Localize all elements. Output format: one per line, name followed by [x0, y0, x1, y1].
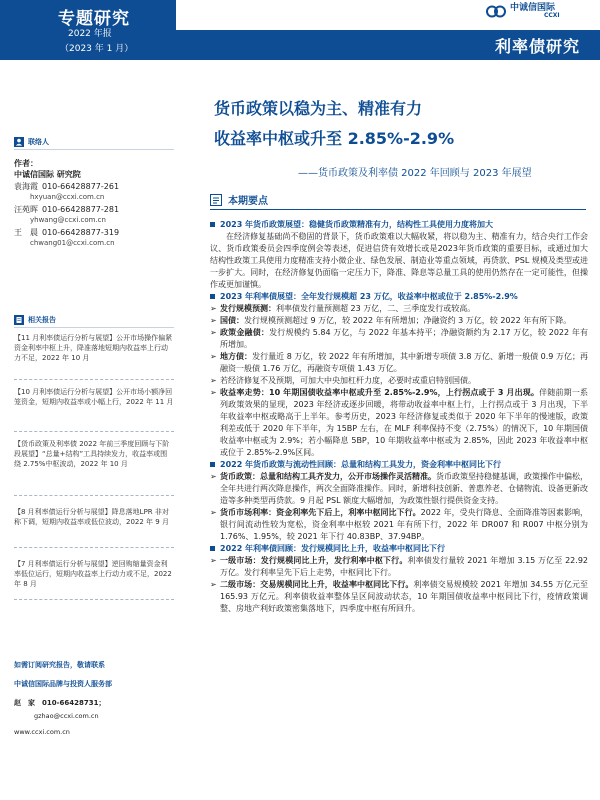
section-heading: 2022 年货币政策与流动性回顾：总量和结构工具发力，资金利率中枢同比下行: [220, 460, 502, 469]
contact-email[interactable]: gzhao@ccxi.com.cn: [34, 712, 99, 720]
contact-line-2: 中诚信国际品牌与投资人服务部: [14, 680, 112, 688]
ccxi-logo-icon: [486, 5, 506, 18]
related-report-item[interactable]: 【11 月利率债运行分析与展望】公开市场操作偏紧资金利率中枢上升，降准落地短期内收益率上行动力不足，2022 年 10 月: [14, 330, 174, 380]
report-title-line-1: 货币政策以稳为主、精准有力: [214, 99, 423, 118]
bullet-lead: 发行规模预测：: [220, 304, 276, 313]
bullet-item: ➢ 地方债：发行量近 8 万亿，较 2022 年有所增加，其中新增专项债 3.8 万亿、新增一般债 0.9 万亿；再融资一般债 1.76 万亿，再融资专项债 1.43 万亿。: [210, 352, 588, 373]
header-section-band: [176, 30, 600, 60]
bullet-text: 利率债发行量较 2021 年增加 3.15 万亿至 22.92 万亿。发行利率呈先下后上走势，中枢同比下行。: [220, 556, 588, 577]
related-reports-list: [14, 330, 174, 600]
logo-text-en: CCXI: [544, 11, 560, 19]
section-marker: [210, 294, 215, 299]
sidebar-analysts: [14, 134, 174, 249]
section-heading: 2023 年货币政策展望：稳健货币政策精准有力，结构性工具使用力度将加大: [220, 220, 494, 229]
authors-label: 作者：: [14, 159, 38, 168]
section-rate-bond-review: [210, 543, 588, 555]
section-monetary-policy-outlook: [210, 219, 588, 231]
related-reports-header: [14, 312, 174, 328]
person-icon: [14, 137, 24, 147]
bullet-lead: 一级市场：发行规模同比上升，发行利率中枢下行。: [220, 556, 408, 565]
section-liquidity-review: [210, 459, 588, 471]
header-brand-band: [0, 0, 176, 60]
analyst-phone: 010-66428877-261: [42, 182, 120, 191]
bullet-item: ➢ 政策金融债：发行规模约 5.84 万亿，与 2022 年基本持平；净融资额约为 2.17 万亿，较 2022 年有所增加。: [210, 328, 589, 349]
analyst-email[interactable]: hxyuan@ccxi.com.cn: [30, 193, 105, 201]
analyst-entry: [14, 204, 174, 226]
analyst-email[interactable]: yhwang@ccxi.com.cn: [30, 216, 106, 224]
section-marker: [210, 462, 215, 467]
analyst-name: 汪苑晖: [14, 205, 38, 214]
contact-name: 赵 家 010-66428731；: [14, 699, 106, 707]
report-subtitle: ——货币政策及利率债 2022 年回顾与 2023 年展望: [298, 168, 532, 179]
bullet-text: 2022 年，受央行降息、全面降准等因素影响，银行间流动性较为宽松，资金利率中枢较 2021 年有所下行，2022 年 DR007 和 R007 中枢分别为 1.76%、1.95%，较 2021 年下行 40.83BP、37.94BP。: [220, 508, 588, 541]
analyst-entry: [14, 181, 174, 203]
report-year: 2022 年报: [68, 29, 112, 39]
section-marker: [210, 546, 215, 551]
bullet-item: ➢ 收益率走势：10 年期国债收益率中枢或升至 2.85%-2.9%，上行拐点或于 3 月出现。伴随前期一系列政策效果的显现，2023 年经济或逐步回暖，将带动收益率中枢上行，上行拐点或于 3 月出现，下半年收益率中枢或略高于上半年。参考历史，2023 年经济修复或类似于 2020 年下半年的慢速版，政策利差或低于 2020 年下半年，为 15BP 左右，在 MLF 利率保持不变（2.75%）的情况下，10 年期国债收益率中枢或为 2.9%；若小幅降息 5BP，10 年期收益率中枢或为 2.85%，因此 2023 年收益率中枢或位于 2.85%-2.9%区间。: [210, 388, 588, 457]
bullet-text: 发行规模约 5.84 万亿，与 2022 年基本持平；净融资额约为 2.17 万亿，较 2022 年有所增加。: [220, 328, 589, 349]
summary-heading: 本期要点: [228, 196, 268, 207]
document-icon: [14, 315, 24, 325]
section-heading: 2023 年利率债展望：全年发行规模超 23 万亿，收益率中枢或位于 2.85%-2.9%: [220, 292, 518, 301]
analyst-section-header: [14, 134, 174, 150]
analyst-email[interactable]: chwang01@ccxi.com.cn: [30, 239, 115, 247]
bullet-lead: 国债：: [220, 316, 244, 325]
bullet-lead: 货币政策：总量和结构工具齐发力，公开市场操作灵活精准。: [220, 472, 436, 481]
bullet-item: ➢ 二级市场：交易规模同比上升，收益率中枢同比下行。利率债交易规模较 2021 年增加 34.55 万亿元至 165.93 万亿元。利率债收益率整体呈区间波动状态，10 年期国债收益率中枢同比下行，疫情政策调整、房地产利好政策密集落地下，四季度中枢有所回升。: [210, 580, 588, 613]
bullet-item: ➢ 国债：发行规模预测超过 9 万亿，较 2022 年有所增加；净融资约 3 万亿，较 2022 年有所下降。: [210, 316, 572, 325]
analyst-name: 王 晨: [14, 228, 38, 237]
related-report-item[interactable]: 【货币政策及利率债 2022 年前三季度回顾与下阶段展望】“总量+结构”工具持续发力，收益率或围绕 2.75%中枢波动，2022 年 10 月: [14, 436, 174, 496]
contact-line-1: 如需订阅研究报告，敬请联系: [14, 661, 105, 669]
analyst-section-label: 联络人: [28, 137, 49, 146]
ccxi-logo: [486, 2, 586, 20]
bullet-text: 发行量近 8 万亿，较 2022 年有所增加，其中新增专项债 3.8 万亿、新增一般债 0.9 万亿；再融资一般债 1.76 万亿，再融资专项债 1.43 万亿。: [220, 352, 588, 373]
subscription-contact: [14, 660, 174, 737]
bullet-item: ➢ 发行规模预测：利率债发行量预测超 23 万亿，二、三季度发行或较高。: [210, 304, 476, 313]
section-heading: 2022 年利率债回顾：发行规模同比上升，收益率中枢同比下行: [220, 544, 446, 553]
bullet-item: ➢ 货币市场利率：资金利率先下后上，利率中枢同比下行。2022 年，受央行降息、全面降准等因素影响，银行间流动性较为宽松，资金利率中枢较 2021 年有所下行，2022 年 DR007 和 R007 中枢分别为 1.76%、1.95%，较 2021 年下行 40.83BP、37.94BP。: [210, 508, 588, 541]
bullet-text: 伴随前期一系列政策效果的显现，2023 年经济或逐步回暖，将带动收益率中枢上行，上行拐点或于 3 月出现，下半年收益率中枢或略高于上半年。参考历史，2023 年经济修复或类似于 2020 年下半年的慢速版，政策利差或低于 2020 年下半年，为 15BP 左右，在 MLF 利率保持不变（2.75%）的情况下，10 年期国债收益率中枢或为 2.9%；若小幅降息 5BP，10 年期收益率中枢或为 2.85%，因此 2023 年收益率中枢或位于 2.85%-2.9%区间。: [220, 388, 588, 457]
related-report-item[interactable]: 【7 月利率债运行分析与展望】逆回购缩量资金利率低位运行，短期内收益率上行动力或不足，2022 年 8 月: [14, 556, 174, 600]
bullet-item: ➢ 一级市场：发行规模同比上升，发行利率中枢下行。利率债发行量较 2021 年增加 3.15 万亿至 22.92 万亿。发行利率呈先下后上走势，中枢同比下行。: [210, 556, 588, 577]
analyst-phone: 010-66428877-281: [42, 205, 120, 214]
related-report-item[interactable]: 【8 月利率债运行分析与展望】降息落地LPR 非对称下调，短期内收益率或低位波动，2022 年 9 月: [14, 504, 174, 548]
bullet-lead: 二级市场：交易规模同比上升，收益率中枢同比下行。: [220, 580, 414, 589]
report-title-line-2: 收益率中枢或升至 2.85%-2.9%: [214, 129, 455, 148]
section-rate-bond-outlook: [210, 291, 588, 303]
contact-website[interactable]: www.ccxi.com.cn: [14, 728, 70, 736]
bullet-text: 发行规模预测超过 9 万亿，较 2022 年有所增加；净融资约 3 万亿，较 2022 年有所下降。: [244, 316, 572, 325]
report-month: （2023 年 1 月）: [60, 44, 134, 54]
bullet-lead: 收益率走势：10 年期国债收益率中枢或升至 2.85%-2.9%，上行拐点或于 3 月出现。: [220, 388, 540, 397]
analyst-entry: [14, 227, 174, 249]
bullet-lead: 地方债：: [220, 352, 253, 361]
summary-body: [210, 219, 588, 615]
analyst-phone: 010-66428877-319: [42, 228, 120, 237]
bullet-item: ➢ 若经济修复不及预期，可加大中央加杠杆力度，必要时或重启特别国债。: [210, 376, 476, 385]
bullet-text: 若经济修复不及预期，可加大中央加杠杆力度，必要时或重启特别国债。: [220, 376, 476, 385]
section-tag: 利率债研究: [494, 37, 580, 56]
bullet-item: ➢ 货币政策：总量和结构工具齐发力，公开市场操作灵活精准。货币政策坚持稳健基调，政策操作中偏松，全年共进行两次降息操作，两次全面降准操作。同时，新增科技创新、普惠养老、仓储物流、设备更新改造等多种类型再贷款。9 月起 PSL 额度大幅增加，为政策性银行提供资金支持。: [210, 472, 588, 505]
analyst-name: 袁海霞: [14, 182, 38, 191]
related-reports-label: 相关报告: [28, 315, 56, 324]
bullet-text: 利率债交易规模较 2021 年增加 34.55 万亿元至 165.93 万亿元。利率债收益率整体呈区间波动状态，10 年期国债收益率中枢同比下行，疫情政策调整、房地产利好政策密集落地下，四季度中枢有所回升。: [220, 580, 588, 613]
highlights-icon: [210, 194, 222, 206]
summary-header: [210, 190, 586, 210]
related-report-item[interactable]: 【10 月利率债运行分析与展望】公开市场小额净回笼资金，短期内收益率或小幅上行，2022 年 11 月: [14, 384, 174, 432]
section-body: 在经济修复基础尚不稳固的背景下，货币政策难以大幅收紧，将以稳为主、精准有力，结合央行工作会议、货币政策委员会四季度例会等表述，促进信贷有效增长或是2023年货币政策的重要目标，或通过加大结构性政策工具使用力度精准支持小微企业、绿色发展、制造业等重点领域，再贷款、PSL 规模及类型或进一步扩大。同时，在经济修复仍面临一定压力下，降准、降息等总量工具的使用仍然存在一定可能性，但操作或更加谨慎。: [210, 232, 588, 289]
author-org: 中诚信国际 研究院: [14, 170, 81, 179]
brand-title: 专题研究: [58, 9, 130, 29]
bullet-lead: 货币市场利率：资金利率先下后上，利率中枢同比下行。: [220, 508, 421, 517]
bullet-lead: 政策金融债：: [220, 328, 270, 337]
bullet-text: 利率债发行量预测超 23 万亿，二、三季度发行或较高。: [276, 304, 476, 313]
logo-text-cn: 中诚信国际: [510, 2, 556, 13]
bullet-text: 货币政策坚持稳健基调，政策操作中偏松，全年共进行两次降息操作，两次全面降准操作。同时，新增科技创新、普惠养老、仓储物流、设备更新改造等多种类型再贷款。9 月起 PSL 额度大幅增加，为政策性银行提供资金支持。: [220, 472, 588, 505]
section-marker: [210, 222, 215, 227]
